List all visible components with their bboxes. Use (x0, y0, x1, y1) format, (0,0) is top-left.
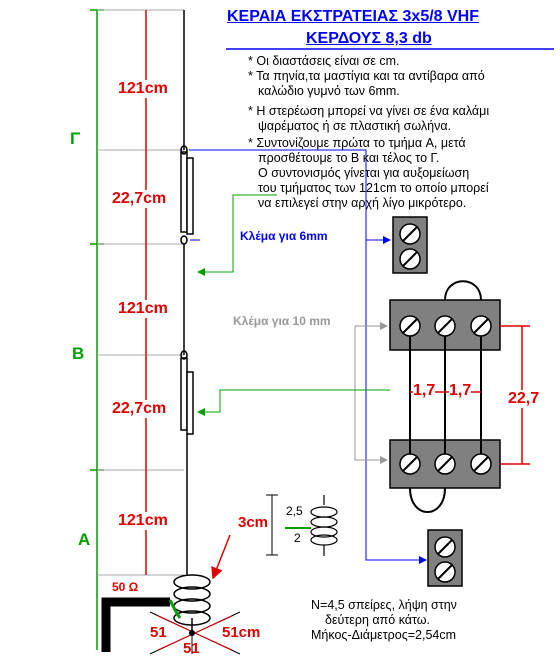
coil-detail (311, 495, 337, 556)
dim-coil-height: 2,5 (286, 504, 303, 518)
feed-coil (174, 575, 210, 633)
dim-radial-right: 51cm (222, 624, 261, 641)
section-label-gamma: Γ (70, 129, 81, 148)
wire6-arrow-bottom (366, 240, 426, 560)
dim-coil1: 22,7cm (112, 190, 167, 207)
green-arrow-lower (198, 390, 390, 412)
section-dimension-lines (90, 10, 104, 650)
dim-gap-b: 1,7 (449, 382, 472, 399)
dim-seg3: 121cm (118, 512, 168, 529)
terminal-block-top (393, 217, 427, 273)
section-label-beta: B (72, 344, 85, 363)
dim-seg2: 121cm (118, 300, 168, 317)
page-subtitle: ΚΕΡΔΟΥΣ 8,3 db (306, 30, 432, 47)
section-label-alpha: A (78, 530, 91, 549)
note-4: * Συντονίζουμε πρώτα το τμήμα A, μετά προσθέτουμε το B και τέλος το Γ. Ο συντονισμός γίνεται για αυξομείωση του τμήματος των 121cm το οποίο μπορεί να επιλεγεί στην αρχή λίγο μικρότερο. (248, 136, 489, 210)
dim-coil-width: 2 (294, 531, 301, 545)
antenna-element (181, 10, 193, 575)
wire10-arrow-bottom (355, 326, 387, 460)
wire6-label: Κλέμα για 6mm (240, 229, 328, 243)
page-title: ΚΕΡΑΙΑ ΕΚΣΤΡΑΤΕΙΑΣ 3x5/8 VHF (227, 8, 479, 25)
coil-dim-arrow (213, 535, 230, 578)
dim-radial-left: 51 (150, 624, 167, 641)
dim-seg1: 121cm (118, 80, 168, 97)
note-2: * Τα πηνία,τα μαστίγια και τα αντίβαρα από καλώδιο γυμνό των 6mm. (248, 69, 485, 98)
dim-radial-bottom: 51 (183, 640, 200, 657)
note-3: * Η στερέωση μπορεί να γίνει σε ένα καλάμι ψαρέματος ή σε πλαστική σωλήνα. (248, 104, 490, 133)
wire10-label: Κλέμα για 10 mm (233, 314, 331, 328)
feed-point (189, 630, 195, 636)
note-1: * Οι διαστάσεις είναι σε cm. (248, 54, 400, 68)
dim-gap-a: 1,7 (413, 382, 436, 399)
coil-note: N=4,5 σπείρες, λήψη στην δεύτερη από κάτω. Μήκος-Διάμετρος=2,54cm (311, 598, 457, 642)
impedance-label: 50 Ω (112, 580, 139, 594)
dim-coil2: 22,7cm (112, 400, 167, 417)
dim-feed-coil: 3cm (238, 514, 269, 531)
dim-right-height: 22,7 (508, 390, 540, 407)
terminal-block-bottom (428, 530, 462, 586)
